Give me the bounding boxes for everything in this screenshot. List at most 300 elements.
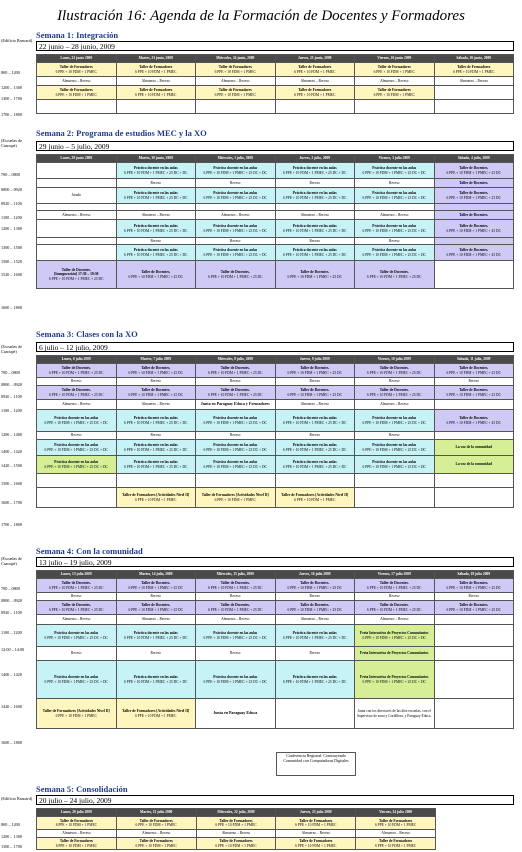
schedule-cell xyxy=(355,220,435,238)
cell-subtitle: 6 PPE + 10 FDM + 1 PMEC + 25 DC xyxy=(207,607,263,612)
cell-title: Taller de Docentes. xyxy=(379,581,409,586)
schedule-cell xyxy=(275,699,355,729)
schedule-cell xyxy=(434,179,514,188)
cell-subtitle: 6 PPE + 10 FDM + 1 PMEC + 25 DC xyxy=(48,585,104,590)
schedule-cell xyxy=(275,188,355,204)
day-header: Martes, 23 junio, 2009 xyxy=(116,55,196,63)
time-label: 1300 – 1700 xyxy=(1,844,22,849)
time-label: 1420 – 1600 xyxy=(1,704,22,709)
cell-subtitle: 6 PPE + 10 FDM + 1 PMEC + 25 DC + DC xyxy=(283,252,347,257)
session-cell xyxy=(355,63,435,77)
cell-subtitle: 6 PPE + 10 FDM + 1 PMEC + 25 DC + DC xyxy=(362,447,426,452)
cell-title: Taller de Docentes. xyxy=(459,166,489,171)
cell-title: Taller de Formadores xyxy=(139,88,173,93)
time-label: 0920 – 1100 xyxy=(1,610,22,615)
schedule-cell: Almuerzo – Receso xyxy=(196,615,276,625)
time-label: 1700 – 1800 xyxy=(1,522,22,527)
schedule-cell: Almuerzo – Receso xyxy=(37,615,117,625)
cell-subtitle: 6 PPE + 10 FDM + 1 PMEC + 25 DC xyxy=(446,420,502,425)
schedule-cell: Receso xyxy=(275,179,355,188)
cell-title: Taller de Docentes. xyxy=(300,581,330,586)
schedule-cell xyxy=(275,364,355,378)
cell-title: Práctica docente en las aulas xyxy=(133,224,178,229)
cell-subtitle: 6 PPE + 10 FDM + 1 PMEC + 25 DC + DC xyxy=(203,464,267,469)
day-header: Miércoles, 22 julio, 2009 xyxy=(196,809,276,817)
cell-subtitle: 6 PPE + 10 FDM + 1 PMEC + 25 DC xyxy=(446,228,502,233)
week-2-table xyxy=(36,154,514,289)
schedule-cell xyxy=(37,238,117,245)
schedule-cell xyxy=(276,817,356,830)
cell-title: Práctica docente en las aulas xyxy=(372,191,417,196)
schedule-cell xyxy=(116,699,196,729)
break-cell: Almuerzo – Receso xyxy=(37,77,117,86)
cell-subtitle: 6 PPE + 10 FDM + 1 PMEC xyxy=(135,69,177,74)
cell-title: Taller de Docentes. xyxy=(61,603,91,608)
cell-subtitle: 6 PPE + 10 FDM + 1 PMEC xyxy=(294,497,336,502)
week-2-heading: Semana 2: Programa de estudios MEC y la XO xyxy=(36,128,207,138)
cell-subtitle: 6 PPE + 10 FDM + 1 PMEC + 25 DC xyxy=(366,607,422,612)
schedule-cell xyxy=(434,204,514,211)
cell-title: Taller de Formadores xyxy=(59,818,93,823)
schedule-cell xyxy=(116,188,196,204)
cell-title: Taller de Docentes. xyxy=(220,603,250,608)
cell-subtitle: 6 PPE + 10 FDM + 1 PMEC + 25 DC xyxy=(446,585,502,590)
schedule-cell xyxy=(116,245,196,261)
cell-subtitle: 6 PPE + 10 FDM + 1 PMEC xyxy=(215,843,257,848)
cell-title: Taller de Docentes. xyxy=(141,366,171,371)
schedule-cell: Receso xyxy=(37,593,117,601)
day-header: Jueves, 16 julio 2009 xyxy=(275,571,355,579)
cell-subtitle: 6 PPE + 10 FDM + 1 PMEC + 25 DC xyxy=(287,392,343,397)
cell-title: Práctica docente en las aulas xyxy=(213,166,258,171)
schedule-cell xyxy=(355,579,435,593)
schedule-cell xyxy=(196,817,276,830)
schedule-cell xyxy=(196,100,276,114)
cell-subtitle: 6 PPE + 10 FDM + 1 PMEC + 25 DC xyxy=(446,195,502,200)
time-label: 1200 – 1400 xyxy=(1,432,22,437)
time-label: 800 – 1200 xyxy=(1,70,20,75)
schedule-cell xyxy=(275,245,355,261)
day-header: Martes, 14 julio, 2009 xyxy=(116,571,196,579)
week-2-location: (Escuelas de Caacupé) xyxy=(1,138,23,148)
schedule-cell xyxy=(355,364,435,378)
schedule-cell xyxy=(116,488,196,508)
week-5-range: 20 julio – 24 julio, 2009 xyxy=(36,795,514,805)
break-cell: Almuerzo – Receso xyxy=(355,77,435,86)
schedule-cell xyxy=(196,838,276,850)
schedule-cell xyxy=(434,100,514,114)
schedule-cell xyxy=(275,488,355,508)
empty-cell xyxy=(434,86,514,100)
cell-title: Taller de Docentes. xyxy=(459,581,489,586)
cell-subtitle: 6 PPE + 10 FDM + 1 PMEC + 25 DC xyxy=(207,585,263,590)
cell-title: Práctica docente en las aulas xyxy=(133,675,178,680)
schedule-cell xyxy=(355,601,435,615)
schedule-cell xyxy=(116,625,196,647)
schedule-cell xyxy=(275,456,355,474)
schedule-cell: Receso xyxy=(355,378,435,386)
cell-subtitle: 6 PPE + 10 FDM + 1 PMEC xyxy=(135,92,177,97)
cell-subtitle: 6 PPE + 10 FDM + 1 PMEC + 25 DC + DC xyxy=(124,170,188,175)
cell-title: Taller de Docentes. xyxy=(220,388,250,393)
week-3-table xyxy=(36,355,514,508)
cell-title: Taller de Formadores [Actividades Nivel II] xyxy=(201,493,269,498)
schedule-cell: Receso xyxy=(355,238,435,245)
week-4-range: 13 julio – 19 julio, 2009 xyxy=(36,557,514,567)
cell-title: Taller de Docentes. xyxy=(141,388,171,393)
cell-title: Práctica docente en las aulas xyxy=(54,460,99,465)
schedule-cell: Almuerzo – Receso xyxy=(355,211,435,220)
schedule-cell xyxy=(434,432,514,440)
schedule-cell: Receso xyxy=(116,593,196,601)
time-label: 1100 – 1200 xyxy=(1,215,22,220)
cell-title: Práctica docente en las aulas xyxy=(133,443,178,448)
cell-subtitle: 6 PPE + 10 FDM + 1 PMEC + 25 DC + DC xyxy=(124,252,188,257)
cell-title: Práctica docente en las aulas xyxy=(54,443,99,448)
schedule-cell xyxy=(434,579,514,593)
schedule-cell xyxy=(356,817,436,830)
time-label: 1100 – 1200 xyxy=(1,630,22,635)
cell-subtitle: 6 PPE + 10 FDM + 1 PMEC + 25 DC xyxy=(48,607,104,612)
schedule-cell: Receso xyxy=(434,378,514,386)
schedule-cell xyxy=(275,204,355,211)
cell-title: Taller de Formadores xyxy=(219,839,253,844)
cell-title: Taller de Docentes. xyxy=(61,581,91,586)
cell-title: Práctica docente en las aulas xyxy=(292,675,337,680)
schedule-cell: Junta con los directores de las diez escuelas, con el Supervisor de zona y Cordillera, y Paraguay Educa. xyxy=(355,699,435,729)
schedule-cell xyxy=(434,364,514,378)
cell-title: La voz de la comunidad xyxy=(455,445,493,450)
schedule-cell xyxy=(196,386,276,400)
schedule-cell xyxy=(275,163,355,179)
schedule-cell: Receso xyxy=(116,647,196,661)
cell-title: Práctica docente en las aulas xyxy=(133,166,178,171)
cell-title: Práctica docente en las aulas xyxy=(292,166,337,171)
day-header: Jueves, 2 julio, 2009 xyxy=(275,155,355,163)
session-cell xyxy=(116,63,196,77)
schedule-cell xyxy=(355,204,435,211)
schedule-cell xyxy=(434,601,514,615)
schedule-cell xyxy=(434,488,514,508)
cell-subtitle: 6 PPE + 10 FDM + 1 PMEC xyxy=(135,713,177,718)
schedule-cell xyxy=(116,220,196,238)
cell-title: Taller de Docentes. xyxy=(459,366,489,371)
schedule-cell xyxy=(434,245,514,261)
schedule-cell xyxy=(196,488,276,508)
schedule-cell: Receso xyxy=(275,378,355,386)
time-label: 700 – 0800 xyxy=(1,172,20,177)
week-4-table xyxy=(36,570,514,729)
cell-title: Taller de Docentes. xyxy=(459,180,489,185)
cell-title: Taller de Docentes. xyxy=(459,603,489,608)
cell-title: Práctica docente en las aulas xyxy=(372,166,417,171)
cell-title: Taller de Formadores xyxy=(219,818,253,823)
cell-subtitle: 6 PPE + 10 FDM + 1 PMEC + 25 DC xyxy=(287,370,343,375)
week-5-location: (Edificio Bancard) xyxy=(1,796,33,801)
week-1-heading: Semana 1: Integración xyxy=(36,30,119,40)
cell-subtitle: 6 PPE + 10 FDM + 1 PMEC xyxy=(374,843,417,848)
schedule-cell xyxy=(37,838,117,850)
schedule-cell xyxy=(434,474,514,488)
cell-title: Taller de Formadores xyxy=(218,88,252,93)
cell-title: Práctica docente en las aulas xyxy=(133,460,178,465)
illustration-label: Ilustración 16 xyxy=(57,8,142,24)
schedule-cell xyxy=(434,647,514,661)
cell-subtitle: 6 PPE + 10 FDM + 1 PMEC + 25 DC xyxy=(207,274,263,279)
schedule-cell: Junta en Paraguay Educa y Formadores xyxy=(196,400,276,410)
cell-title: Práctica docente en las aulas xyxy=(133,248,178,253)
schedule-cell: Receso xyxy=(434,593,514,601)
schedule-cell: Receso xyxy=(275,647,355,661)
schedule-cell: Receso xyxy=(37,432,117,440)
day-header: Jueves, 9 julio 2009 xyxy=(275,356,355,364)
cell-subtitle: 6 PPE + 10 FDM + 1 PMEC + 25 DC xyxy=(128,607,184,612)
session-cell xyxy=(37,63,117,77)
schedule-cell: Almuerzo – Receso xyxy=(116,615,196,625)
schedule-cell xyxy=(275,386,355,400)
schedule-cell xyxy=(196,601,276,615)
time-label: 0920 – 1100 xyxy=(1,394,22,399)
cell-subtitle: 6 PPE + 10 FDM + 1 PMEC xyxy=(214,92,256,97)
time-label: 1600 – 1800 xyxy=(1,305,22,310)
cell-title: Taller de Formadores xyxy=(299,818,333,823)
cell-title: Práctica docente en las aulas xyxy=(372,248,417,253)
cell-subtitle: 6 PPE + 10 FDM + 1 PMEC + 25 DC + DC xyxy=(124,228,188,233)
schedule-cell xyxy=(116,474,196,488)
time-label: 1200 – 1300 xyxy=(1,834,22,839)
cell-title: Práctica docente en las aulas xyxy=(292,443,337,448)
day-header: Viernes, 10 julio 2009 xyxy=(355,356,435,364)
schedule-cell xyxy=(355,488,435,508)
session-cell xyxy=(196,86,276,100)
schedule-cell xyxy=(355,410,435,432)
cell-title: Práctica docente en las aulas xyxy=(54,416,99,421)
time-label: 1500 – 1520 xyxy=(1,259,22,264)
cell-subtitle: 6 PPE + 10 FDM + 1 PMEC + 25 DC + DC xyxy=(362,195,426,200)
week-1-location: (Edificio Bancard) xyxy=(1,38,33,43)
schedule-cell: Receso xyxy=(275,432,355,440)
cell-subtitle: 6 PPE + 10 FDM + 1 PMEC xyxy=(55,92,97,97)
cell-subtitle: 6 PPE + 10 FDM + 1 PMEC xyxy=(135,843,177,848)
cell-subtitle: 6 PPE + 10 FDM + 1 PMEC + 25 DC + DC xyxy=(203,252,267,257)
cell-title: Taller de Formadores xyxy=(457,65,491,70)
schedule-cell xyxy=(116,579,196,593)
cell-title: Práctica docente en las aulas xyxy=(133,191,178,196)
cell-title: Práctica docente en las aulas xyxy=(292,191,337,196)
cell-subtitle: 6 PPE + 10 FDM + 1 PMEC xyxy=(55,69,97,74)
schedule-cell: Jurado xyxy=(37,188,117,204)
title-text: : Agenda de la Formación de Docentes y Formadores xyxy=(141,8,465,24)
cell-subtitle: 6 PPE + 10 FDM + 1 PMEC xyxy=(214,69,256,74)
break-cell: Almuerzo – Receso xyxy=(196,77,276,86)
schedule-cell: Receso xyxy=(116,378,196,386)
cell-subtitle: 6 PPE + 10 FDM + 1 PMEC + 25 DC + DC xyxy=(124,195,188,200)
schedule-cell xyxy=(116,100,196,114)
schedule-cell xyxy=(37,488,117,508)
cell-title: Taller de Formadores xyxy=(218,65,252,70)
session-cell xyxy=(355,86,435,100)
week-4-heading: Semana 4: Con la comunidad xyxy=(36,546,143,556)
schedule-cell: Receso xyxy=(116,432,196,440)
cell-title: Taller de Docentes. xyxy=(459,224,489,229)
cell-title: Taller de Formadores xyxy=(59,88,93,93)
cell-subtitle: 6 PPE + 10 FDM + 1 PMEC xyxy=(135,497,177,502)
day-header: Miércoles, 1 julio, 2009 xyxy=(196,155,276,163)
cell-subtitle: 6 PPE + 10 FDM + 1 PMEC + 25 DC + DC xyxy=(283,635,347,640)
cell-title: Taller de Docentes. xyxy=(459,416,489,421)
schedule-cell: Almuerzo – Receso xyxy=(116,211,196,220)
cell-subtitle: 6 PPE + 10 FDM + 1 PMEC + 25 DC xyxy=(446,607,502,612)
schedule-cell xyxy=(434,615,514,625)
cell-subtitle: 6 PPE + 10 FDM + 1 PMEC + 25 DC xyxy=(287,585,343,590)
cell-title: Taller de Docentes. xyxy=(141,603,171,608)
cell-title: Práctica docente en las aulas xyxy=(54,631,99,636)
schedule-cell xyxy=(276,838,356,850)
cell-subtitle: 6 PPE + 10 FDM + 1 PMEC xyxy=(295,843,337,848)
schedule-cell xyxy=(196,364,276,378)
cell-subtitle: 6 PPE + 10 FDM + 1 PMEC xyxy=(214,497,256,502)
schedule-cell xyxy=(37,100,117,114)
cell-title: Práctica docente en las aulas xyxy=(133,416,178,421)
time-label: 0920 – 1100 xyxy=(1,201,22,206)
cell-subtitle: 6 PPE + 10 FDM + 1 PMEC + 25 DC + DC xyxy=(44,420,108,425)
schedule-cell xyxy=(37,386,117,400)
cell-subtitle: 6 PPE + 10 FDM + 1 PMEC xyxy=(453,69,495,74)
schedule-cell xyxy=(275,579,355,593)
schedule-cell xyxy=(434,261,514,289)
session-cell xyxy=(196,63,276,77)
cell-subtitle: 6 PPE + 10 FDM + 1 PMEC + 25 DC xyxy=(48,370,104,375)
day-header: Martes, 7 julio 2009 xyxy=(116,356,196,364)
cell-subtitle: 6 PPE + 10 FDM + 1 PMEC + 25 DC xyxy=(128,585,184,590)
cell-subtitle: 6 PPE + 10 FDM + 1 PMEC xyxy=(294,92,336,97)
schedule-cell: Almuerzo – Receso xyxy=(196,830,276,838)
time-label: 0800 – 0920 xyxy=(1,598,22,603)
time-label: 1700 – 1800 xyxy=(1,112,22,117)
cell-subtitle: 6 PPE + 10 FDM + 1 PMEC + 25 DC xyxy=(366,274,422,279)
schedule-cell xyxy=(196,261,276,289)
cell-title: Taller de Docentes. xyxy=(379,366,409,371)
schedule-cell xyxy=(275,261,355,289)
schedule-cell: Almuerzo – Receso xyxy=(116,400,196,410)
schedule-cell: Almuerzo – Receso xyxy=(275,400,355,410)
schedule-cell xyxy=(434,211,514,220)
cell-subtitle: 6 PPE + 10 FDM + 1 PMEC + 25 DC + DC xyxy=(362,679,426,684)
schedule-cell xyxy=(355,386,435,400)
cell-title: Taller de Docentes. xyxy=(220,270,250,275)
schedule-cell xyxy=(116,204,196,211)
session-cell xyxy=(116,86,196,100)
schedule-cell xyxy=(434,410,514,432)
schedule-cell xyxy=(37,625,117,647)
session-cell xyxy=(37,86,117,100)
cell-subtitle: 6 PPE + 10 FDM + 1 PMEC + 25 DC + DC xyxy=(124,420,188,425)
cell-subtitle: 6 PPE + 10 FDM + 1 PMEC xyxy=(294,69,336,74)
schedule-cell: Receso xyxy=(37,378,117,386)
cell-title: Taller de Docentes. xyxy=(141,270,171,275)
cell-title: Taller de Formadores xyxy=(139,839,173,844)
cell-subtitle: 6 PPE + 10 FDM + 1 PMEC + 25 DC xyxy=(128,392,184,397)
schedule-cell: Receso xyxy=(196,378,276,386)
cell-title: Práctica docente en las aulas xyxy=(213,675,258,680)
day-header: Sábado, 26 junio, 2009 xyxy=(434,55,514,63)
schedule-cell: Receso xyxy=(275,238,355,245)
cell-title: Taller de Formadores xyxy=(59,65,93,70)
week-3-heading: Semana 3: Clases con la XO xyxy=(36,329,138,339)
cell-subtitle: 6 PPE + 10 FDM + 1 PMEC + 25 DC + DC xyxy=(44,447,108,452)
cell-title: Taller de Docentes. xyxy=(300,270,330,275)
cell-subtitle: 6 PPE + 10 FDM + 1 PMEC + 25 DC + DC xyxy=(203,679,267,684)
cell-subtitle: 6 PPE + 10 FDM + 1 PMEC xyxy=(373,69,415,74)
cell-title: Taller de Formadores xyxy=(59,839,93,844)
cell-subtitle: 6 PPE + 10 FDM + 1 PMEC + 25 DC + DC xyxy=(362,252,426,257)
cell-subtitle: 6 PPE + 10 FDM + 1 PMEC + 25 DC + DC xyxy=(44,464,108,469)
schedule-cell: Almuerzo – Receso xyxy=(275,211,355,220)
cell-title: Práctica docente en las aulas xyxy=(54,675,99,680)
cell-title: Taller de Formadores xyxy=(298,88,332,93)
time-label: 1200 – 1300 xyxy=(1,85,22,90)
cell-title: Taller de Formadores xyxy=(379,818,413,823)
week-3-location: (Escuelas de Caacupé) xyxy=(1,344,23,354)
schedule-cell: Receso xyxy=(196,432,276,440)
cell-title: Taller de Docentes. xyxy=(220,581,250,586)
schedule-cell xyxy=(196,188,276,204)
schedule-cell xyxy=(355,261,435,289)
cell-subtitle: 6 PPE + 10 FDM + 1 PMEC + 25 DC xyxy=(366,585,422,590)
cell-subtitle: 6 PPE + 10 FDM + 1 PMEC + 25 DC + DC xyxy=(362,464,426,469)
schedule-cell xyxy=(355,245,435,261)
cell-subtitle: 6 PPE + 10 FDM + 1 PMEC + 25 DC xyxy=(128,274,184,279)
cell-subtitle: 6 PPE + 10 FDM + 1 PMEC + 25 DC xyxy=(207,392,263,397)
cell-title: Práctica docente en las aulas xyxy=(213,443,258,448)
day-header: Miércoles, 24 junio, 2009 xyxy=(196,55,276,63)
schedule-cell xyxy=(37,601,117,615)
cell-title: Práctica docente en las aulas xyxy=(292,460,337,465)
day-header: Lunes, 20 julio 2009 xyxy=(37,809,117,817)
schedule-cell: Almuerzo – Receso xyxy=(275,615,355,625)
schedule-cell: Junta en Paraguay Educa xyxy=(196,699,276,729)
cell-title: Práctica docente en las aulas xyxy=(213,224,258,229)
schedule-cell xyxy=(434,163,514,179)
schedule-cell xyxy=(434,625,514,647)
cell-subtitle: 6 PPE + 10 FDM + 1 PMEC + 25 DC + DC xyxy=(362,420,426,425)
session-cell xyxy=(434,63,514,77)
week-1-table xyxy=(36,54,514,114)
schedule-cell xyxy=(116,601,196,615)
schedule-cell xyxy=(37,364,117,378)
cell-subtitle: 6 PPE + 10 FDM + 1 PMEC + 25 DC + DC xyxy=(203,195,267,200)
schedule-cell xyxy=(434,661,514,699)
day-header: Sábado, 11 julio, 2009 xyxy=(434,356,514,364)
schedule-cell xyxy=(116,838,196,850)
cell-subtitle: 6 PPE + 10 FDM + 1 PMEC + 25 DC + DC xyxy=(124,447,188,452)
cell-subtitle: 6 PPE + 10 FDM + 1 PMEC + 25 DC xyxy=(48,392,104,397)
schedule-cell xyxy=(37,699,117,729)
schedule-cell xyxy=(37,220,117,238)
time-label: 1600 – 1800 xyxy=(1,740,22,745)
cell-subtitle: 6 PPE + 10 FDM + 1 PMEC xyxy=(55,823,98,827)
schedule-cell: Receso xyxy=(196,179,276,188)
cell-title: Taller de Formadores xyxy=(298,65,332,70)
cell-title: [Inauguración] 17:30 – 19:30 xyxy=(54,272,99,277)
cell-title: Taller de Docentes. xyxy=(379,270,409,275)
cell-title: Taller de Formadores xyxy=(139,818,173,823)
schedule-cell: Receso xyxy=(355,432,435,440)
schedule-cell xyxy=(116,661,196,699)
cell-title: Práctica docente en las aulas xyxy=(213,191,258,196)
cell-title: Taller de Docentes. xyxy=(220,366,250,371)
cell-title: Práctica docente en las aulas xyxy=(213,416,258,421)
